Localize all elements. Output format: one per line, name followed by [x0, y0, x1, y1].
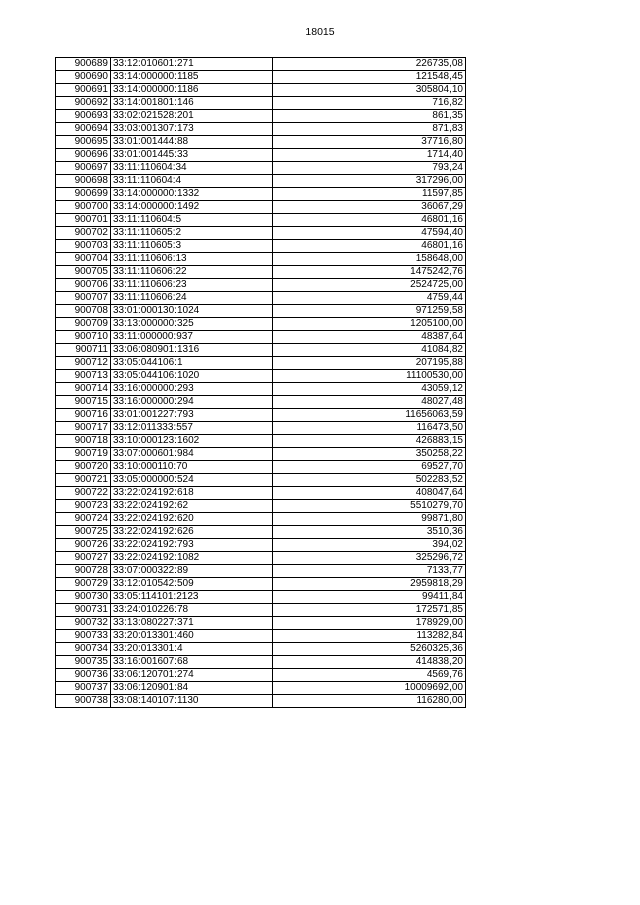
row-number-cell: 900734: [56, 643, 111, 656]
row-number-cell: 900699: [56, 188, 111, 201]
cadastral-number-cell: 33:16:001607:68: [111, 656, 273, 669]
cadastral-number-cell: 33:06:080901:1316: [111, 344, 273, 357]
value-cell: 7133,77: [273, 565, 466, 578]
table-row: [56, 682, 466, 695]
table-row: [56, 305, 466, 318]
row-number-cell: 900703: [56, 240, 111, 253]
table-row: [56, 292, 466, 305]
cadastral-number-cell: 33:12:011333:557: [111, 422, 273, 435]
row-number-cell: 900731: [56, 604, 111, 617]
value-cell: 394,02: [273, 539, 466, 552]
table-row: [56, 97, 466, 110]
row-number-cell: 900715: [56, 396, 111, 409]
row-number-cell: 900727: [56, 552, 111, 565]
value-cell: 4759,44: [273, 292, 466, 305]
row-number-cell: 900736: [56, 669, 111, 682]
table-row: [56, 188, 466, 201]
value-cell: 226735,08: [273, 58, 466, 71]
table-row: [56, 474, 466, 487]
cadastral-number-cell: 33:02:021528:201: [111, 110, 273, 123]
row-number-cell: 900723: [56, 500, 111, 513]
cadastral-number-cell: 33:08:140107:1130: [111, 695, 273, 708]
cadastral-number-cell: 33:01:001227:793: [111, 409, 273, 422]
table-row: [56, 552, 466, 565]
row-number-cell: 900710: [56, 331, 111, 344]
cadastral-number-cell: 33:14:000000:1185: [111, 71, 273, 84]
table-row: [56, 58, 466, 71]
table-row: [56, 71, 466, 84]
table-row: [56, 266, 466, 279]
value-cell: 350258,22: [273, 448, 466, 461]
value-cell: 37716,80: [273, 136, 466, 149]
cadastral-number-cell: 33:06:120701:274: [111, 669, 273, 682]
value-cell: 1205100,00: [273, 318, 466, 331]
row-number-cell: 900704: [56, 253, 111, 266]
value-cell: 408047,64: [273, 487, 466, 500]
row-number-cell: 900698: [56, 175, 111, 188]
table-row: [56, 591, 466, 604]
row-number-cell: 900714: [56, 383, 111, 396]
row-number-cell: 900720: [56, 461, 111, 474]
value-cell: 414838,20: [273, 656, 466, 669]
row-number-cell: 900691: [56, 84, 111, 97]
value-cell: 47594,40: [273, 227, 466, 240]
cadastral-number-cell: 33:11:110604:4: [111, 175, 273, 188]
value-cell: 871,83: [273, 123, 466, 136]
value-cell: 46801,16: [273, 240, 466, 253]
row-number-cell: 900719: [56, 448, 111, 461]
row-number-cell: 900690: [56, 71, 111, 84]
cadastral-number-cell: 33:11:110606:23: [111, 279, 273, 292]
cadastral-number-cell: 33:11:110605:3: [111, 240, 273, 253]
table-row: [56, 695, 466, 708]
row-number-cell: 900730: [56, 591, 111, 604]
cadastral-number-cell: 33:10:000110:70: [111, 461, 273, 474]
row-number-cell: 900728: [56, 565, 111, 578]
value-cell: 1475242,76: [273, 266, 466, 279]
cadastral-number-cell: 33:01:001444:88: [111, 136, 273, 149]
value-cell: 5510279,70: [273, 500, 466, 513]
value-cell: 41084,82: [273, 344, 466, 357]
value-cell: 3510,36: [273, 526, 466, 539]
cadastral-number-cell: 33:12:010542:509: [111, 578, 273, 591]
table-row: [56, 539, 466, 552]
value-cell: 325296,72: [273, 552, 466, 565]
cadastral-number-cell: 33:22:024192:62: [111, 500, 273, 513]
cadastral-number-cell: 33:03:001307:173: [111, 123, 273, 136]
table-row: [56, 136, 466, 149]
cadastral-number-cell: 33:22:024192:626: [111, 526, 273, 539]
cadastral-number-cell: 33:05:044106:1020: [111, 370, 273, 383]
table-row: [56, 175, 466, 188]
value-cell: 1714,40: [273, 149, 466, 162]
value-cell: 69527,70: [273, 461, 466, 474]
table-row: [56, 461, 466, 474]
row-number-cell: 900711: [56, 344, 111, 357]
value-cell: 116280,00: [273, 695, 466, 708]
table-row: [56, 630, 466, 643]
cadastral-number-cell: 33:07:000601:984: [111, 448, 273, 461]
value-cell: 2524725,00: [273, 279, 466, 292]
value-cell: 861,35: [273, 110, 466, 123]
cadastral-number-cell: 33:22:024192:1082: [111, 552, 273, 565]
cadastral-number-cell: 33:10:000123:1602: [111, 435, 273, 448]
value-cell: 113282,84: [273, 630, 466, 643]
row-number-cell: 900738: [56, 695, 111, 708]
table-row: [56, 656, 466, 669]
table-row: [56, 396, 466, 409]
table-row: [56, 370, 466, 383]
cadastral-number-cell: 33:14:000000:1332: [111, 188, 273, 201]
table-row: [56, 110, 466, 123]
row-number-cell: 900724: [56, 513, 111, 526]
table-row: [56, 123, 466, 136]
value-cell: 99411,84: [273, 591, 466, 604]
cadastral-number-cell: 33:05:000000:524: [111, 474, 273, 487]
value-cell: 10009692,00: [273, 682, 466, 695]
table-row: [56, 500, 466, 513]
cadastral-number-cell: 33:24:010226:78: [111, 604, 273, 617]
row-number-cell: 900708: [56, 305, 111, 318]
value-cell: 716,82: [273, 97, 466, 110]
table-row: [56, 487, 466, 500]
table-body: [56, 58, 466, 708]
row-number-cell: 900689: [56, 58, 111, 71]
table-row: [56, 383, 466, 396]
row-number-cell: 900693: [56, 110, 111, 123]
table-row: [56, 448, 466, 461]
cadastral-number-cell: 33:14:000000:1492: [111, 201, 273, 214]
value-cell: 305804,10: [273, 84, 466, 97]
table-row: [56, 669, 466, 682]
table-row: [56, 344, 466, 357]
table-row: [56, 422, 466, 435]
cadastral-number-cell: 33:01:000130:1024: [111, 305, 273, 318]
row-number-cell: 900702: [56, 227, 111, 240]
row-number-cell: 900712: [56, 357, 111, 370]
row-number-cell: 900726: [56, 539, 111, 552]
cadastral-number-cell: 33:22:024192:618: [111, 487, 273, 500]
value-cell: 11597,85: [273, 188, 466, 201]
row-number-cell: 900705: [56, 266, 111, 279]
row-number-cell: 900700: [56, 201, 111, 214]
row-number-cell: 900692: [56, 97, 111, 110]
cadastral-number-cell: 33:11:110604:34: [111, 162, 273, 175]
value-cell: 178929,00: [273, 617, 466, 630]
cadastral-number-cell: 33:13:000000:325: [111, 318, 273, 331]
page-number: 18015: [305, 26, 335, 38]
table-row: [56, 331, 466, 344]
value-cell: 172571,85: [273, 604, 466, 617]
table-row: [56, 201, 466, 214]
cadastral-number-cell: 33:22:024192:620: [111, 513, 273, 526]
table-row: [56, 227, 466, 240]
cadastral-number-cell: 33:11:110606:22: [111, 266, 273, 279]
cadastral-number-cell: 33:05:044106:1: [111, 357, 273, 370]
row-number-cell: 900737: [56, 682, 111, 695]
cadastral-number-cell: 33:13:080227:371: [111, 617, 273, 630]
value-cell: 11100530,00: [273, 370, 466, 383]
table-row: [56, 578, 466, 591]
table-row: [56, 240, 466, 253]
cadastral-number-cell: 33:11:110606:24: [111, 292, 273, 305]
cadastral-number-cell: 33:11:000000:937: [111, 331, 273, 344]
row-number-cell: 900733: [56, 630, 111, 643]
cadastral-number-cell: 33:01:001445:33: [111, 149, 273, 162]
cadastral-number-cell: 33:16:000000:294: [111, 396, 273, 409]
value-cell: 43059,12: [273, 383, 466, 396]
table-row: [56, 643, 466, 656]
value-cell: 46801,16: [273, 214, 466, 227]
row-number-cell: 900697: [56, 162, 111, 175]
row-number-cell: 900709: [56, 318, 111, 331]
value-cell: 207195,88: [273, 357, 466, 370]
value-cell: 11656063,59: [273, 409, 466, 422]
row-number-cell: 900695: [56, 136, 111, 149]
table-row: [56, 162, 466, 175]
row-number-cell: 900701: [56, 214, 111, 227]
row-number-cell: 900716: [56, 409, 111, 422]
row-number-cell: 900735: [56, 656, 111, 669]
table-row: [56, 604, 466, 617]
row-number-cell: 900706: [56, 279, 111, 292]
row-number-cell: 900694: [56, 123, 111, 136]
row-number-cell: 900721: [56, 474, 111, 487]
value-cell: 48027,48: [273, 396, 466, 409]
cadastral-number-cell: 33:11:110606:13: [111, 253, 273, 266]
cadastral-number-cell: 33:16:000000:293: [111, 383, 273, 396]
value-cell: 99871,80: [273, 513, 466, 526]
table-row: [56, 253, 466, 266]
table-row: [56, 214, 466, 227]
table-row: [56, 565, 466, 578]
row-number-cell: 900729: [56, 578, 111, 591]
table-row: [56, 149, 466, 162]
row-number-cell: 900722: [56, 487, 111, 500]
value-cell: 426883,15: [273, 435, 466, 448]
cadastral-number-cell: 33:20:013301:4: [111, 643, 273, 656]
row-number-cell: 900696: [56, 149, 111, 162]
value-cell: 36067,29: [273, 201, 466, 214]
value-cell: 5260325,36: [273, 643, 466, 656]
table-row: [56, 84, 466, 97]
cadastral-number-cell: 33:22:024192:793: [111, 539, 273, 552]
row-number-cell: 900732: [56, 617, 111, 630]
value-cell: 121548,45: [273, 71, 466, 84]
cadastral-number-cell: 33:14:001801:146: [111, 97, 273, 110]
value-cell: 48387,64: [273, 331, 466, 344]
cadastral-number-cell: 33:05:114101:2123: [111, 591, 273, 604]
value-cell: 971259,58: [273, 305, 466, 318]
cadastral-number-cell: 33:14:000000:1186: [111, 84, 273, 97]
table-row: [56, 318, 466, 331]
value-cell: 158648,00: [273, 253, 466, 266]
table-row: [56, 409, 466, 422]
value-cell: 2959818,29: [273, 578, 466, 591]
cadastral-number-cell: 33:11:110604:5: [111, 214, 273, 227]
row-number-cell: 900725: [56, 526, 111, 539]
row-number-cell: 900718: [56, 435, 111, 448]
value-cell: 793,24: [273, 162, 466, 175]
value-cell: 317296,00: [273, 175, 466, 188]
cadastral-number-cell: 33:06:120901:84: [111, 682, 273, 695]
data-table: [55, 57, 466, 708]
table-row: [56, 513, 466, 526]
row-number-cell: 900707: [56, 292, 111, 305]
table-row: [56, 526, 466, 539]
table-row: [56, 357, 466, 370]
value-cell: 116473,50: [273, 422, 466, 435]
table-row: [56, 617, 466, 630]
row-number-cell: 900713: [56, 370, 111, 383]
table-row: [56, 435, 466, 448]
cadastral-number-cell: 33:20:013301:460: [111, 630, 273, 643]
cadastral-number-cell: 33:11:110605:2: [111, 227, 273, 240]
value-cell: 502283,52: [273, 474, 466, 487]
value-cell: 4569,76: [273, 669, 466, 682]
row-number-cell: 900717: [56, 422, 111, 435]
cadastral-number-cell: 33:07:000322:89: [111, 565, 273, 578]
cadastral-number-cell: 33:12:010601:271: [111, 58, 273, 71]
table-row: [56, 279, 466, 292]
